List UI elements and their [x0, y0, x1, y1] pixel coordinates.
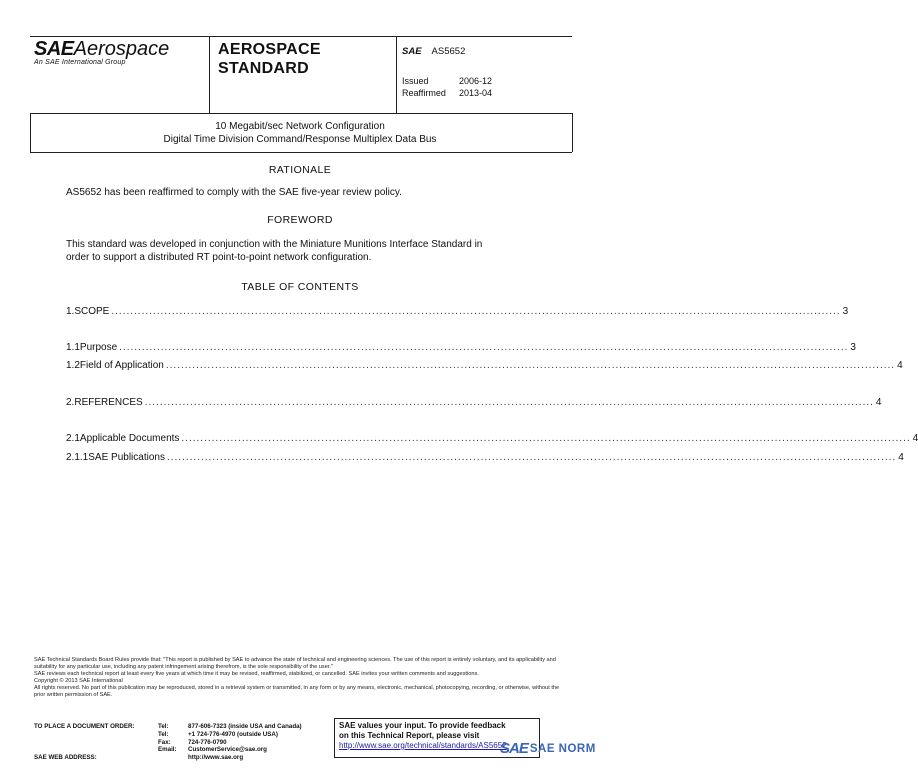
toc-entry-applicable-documents[interactable]: [66, 433, 918, 444]
toc-title: SAE Publications: [88, 452, 165, 463]
email-label: Email:: [158, 746, 177, 754]
toc-entry-purpose[interactable]: [66, 342, 856, 353]
toc-title: SCOPE: [74, 306, 110, 317]
tel-value[interactable]: 877-606-7323 (inside USA and Canada): [188, 723, 302, 730]
feedback-link[interactable]: http://www.sae.org/technical/standards/AS5652: [339, 741, 507, 750]
toc-number: 2.1: [66, 433, 80, 444]
header-divider-right: [396, 36, 397, 113]
contact-info: [34, 723, 302, 762]
toc-number: 1.2: [66, 360, 80, 371]
title-box-bottom-rule: [30, 152, 572, 153]
header-bottom-rule: [30, 113, 572, 114]
web-value[interactable]: http://www.sae.org: [188, 754, 244, 762]
toc-leader-dots: .................................................................................................................................................................................................: [165, 360, 896, 371]
tel-label: Tel:: [158, 723, 169, 730]
toc-title: Field of Application: [79, 360, 164, 371]
toc-number: 1.1: [66, 342, 80, 353]
tel2-value[interactable]: +1 724-776-4970 (outside USA): [188, 730, 278, 738]
toc-entry-field-of-application[interactable]: [66, 360, 903, 371]
sae-norm-stamp: [500, 740, 596, 757]
document-type-title: [218, 40, 321, 78]
toc-title: Purpose: [79, 342, 118, 353]
doc-title-line-2: Digital Time Division Command/Response Multiplex Data Bus: [163, 133, 437, 145]
web-label: SAE WEB ADDRESS:: [34, 754, 97, 762]
sae-mini-logo: SAE: [402, 46, 422, 57]
footer-paragraph-1: SAE Technical Standards Board Rules provide that: "This report is published by SAE to advance the state of technical and engineering sciences. The use of this report is entirely voluntary, and its applicability and suitability for any particular use, including any patent infringement arising therefrom, is the sole responsibility of the user.": [34, 657, 556, 670]
toc-leader-dots: .................................................................................................................................................................................................: [166, 452, 897, 463]
footer-paragraph-3: Copyright © 2013 SAE International: [34, 678, 123, 684]
issued-label: Issued: [402, 76, 429, 86]
stamp-word: SAE NORM: [529, 742, 596, 755]
header-top-rule: [30, 36, 572, 37]
document-dates: [402, 76, 492, 99]
toc-number: 2.1.1: [66, 452, 89, 463]
toc-number: 1.: [66, 306, 75, 317]
tel2-label: Tel:: [158, 730, 169, 738]
feedback-line-1: SAE values your input. To provide feedback: [339, 721, 506, 730]
toc-page-number: 4: [897, 360, 903, 371]
email-value[interactable]: CustomerService@sae.org: [188, 746, 267, 754]
toc-leader-dots: .................................................................................................................................................................................................: [111, 306, 841, 317]
toc-page-number: 4: [898, 452, 904, 463]
toc-entry-sae-publications[interactable]: [66, 452, 904, 463]
toc-page-number: 4: [912, 433, 918, 444]
sae-aerospace-logo: [34, 38, 169, 66]
toc-leader-dots: .................................................................................................................................................................................................: [181, 433, 911, 444]
doc-title-line-1: 10 Megabit/sec Network Configuration: [215, 121, 385, 132]
header-divider-left: [209, 36, 210, 113]
toc-title: Applicable Documents: [79, 433, 180, 444]
feedback-line-2: on this Technical Report, please visit: [339, 731, 480, 740]
foreword-heading: FOREWORD: [267, 214, 333, 226]
doc-number-value: AS5652: [431, 46, 466, 57]
foreword-text: [66, 238, 536, 264]
toc-entry-scope[interactable]: [66, 306, 849, 317]
fax-value: 724-776-0790: [188, 738, 227, 746]
rationale-heading: RATIONALE: [268, 164, 332, 176]
foreword-line-1: This standard was developed in conjunction with the Miniature Munitions Interface Standard in: [66, 239, 483, 250]
logo-sae-text: SAE: [34, 38, 74, 60]
document-number: [402, 46, 465, 57]
footer-paragraph-4: All rights reserved. No part of this publication may be reproduced, stored in a retrieval system or transmitted, in any form or by any means, electronic, mechanical, photocopying, recording, or otherwise, without the prior written permission of SAE.: [34, 685, 560, 698]
document-title: [0, 121, 600, 146]
logo-subtitle: An SAE International Group: [34, 59, 126, 66]
toc-page-number: 4: [875, 397, 882, 408]
footer-paragraph-2: SAE reviews each technical report at least every five years at which time it may be revised, reaffirmed, stabilized, or cancelled. SAE invites your written comments and suggestions.: [34, 671, 479, 677]
issued-value: 2006-12: [459, 76, 493, 86]
toc-page-number: 3: [842, 306, 849, 317]
rationale-text: AS5652 has been reaffirmed to comply with the SAE five-year review policy.: [66, 187, 402, 198]
stamp-mark: SAE: [500, 740, 528, 757]
toc-entry-references[interactable]: [66, 397, 882, 408]
toc-leader-dots: .................................................................................................................................................................................................: [144, 397, 874, 408]
fax-label: Fax:: [158, 738, 171, 746]
logo-aerospace-text: Aerospace: [73, 38, 170, 60]
title-line-2: STANDARD: [218, 60, 309, 77]
order-label: TO PLACE A DOCUMENT ORDER:: [34, 723, 135, 730]
reaffirmed-value: 2013-04: [459, 87, 493, 98]
toc-number: 2.: [66, 397, 75, 408]
legal-footer: [34, 657, 564, 699]
reaffirmed-label: Reaffirmed: [402, 87, 446, 98]
toc-title: REFERENCES: [74, 397, 143, 408]
title-line-1: AEROSPACE: [218, 41, 321, 58]
foreword-line-2: order to support a distributed RT point-to-point network configuration.: [66, 252, 372, 263]
toc-page-number: 3: [850, 342, 856, 353]
toc-heading: TABLE OF CONTENTS: [241, 281, 359, 293]
toc-leader-dots: .................................................................................................................................................................................................: [119, 342, 849, 353]
